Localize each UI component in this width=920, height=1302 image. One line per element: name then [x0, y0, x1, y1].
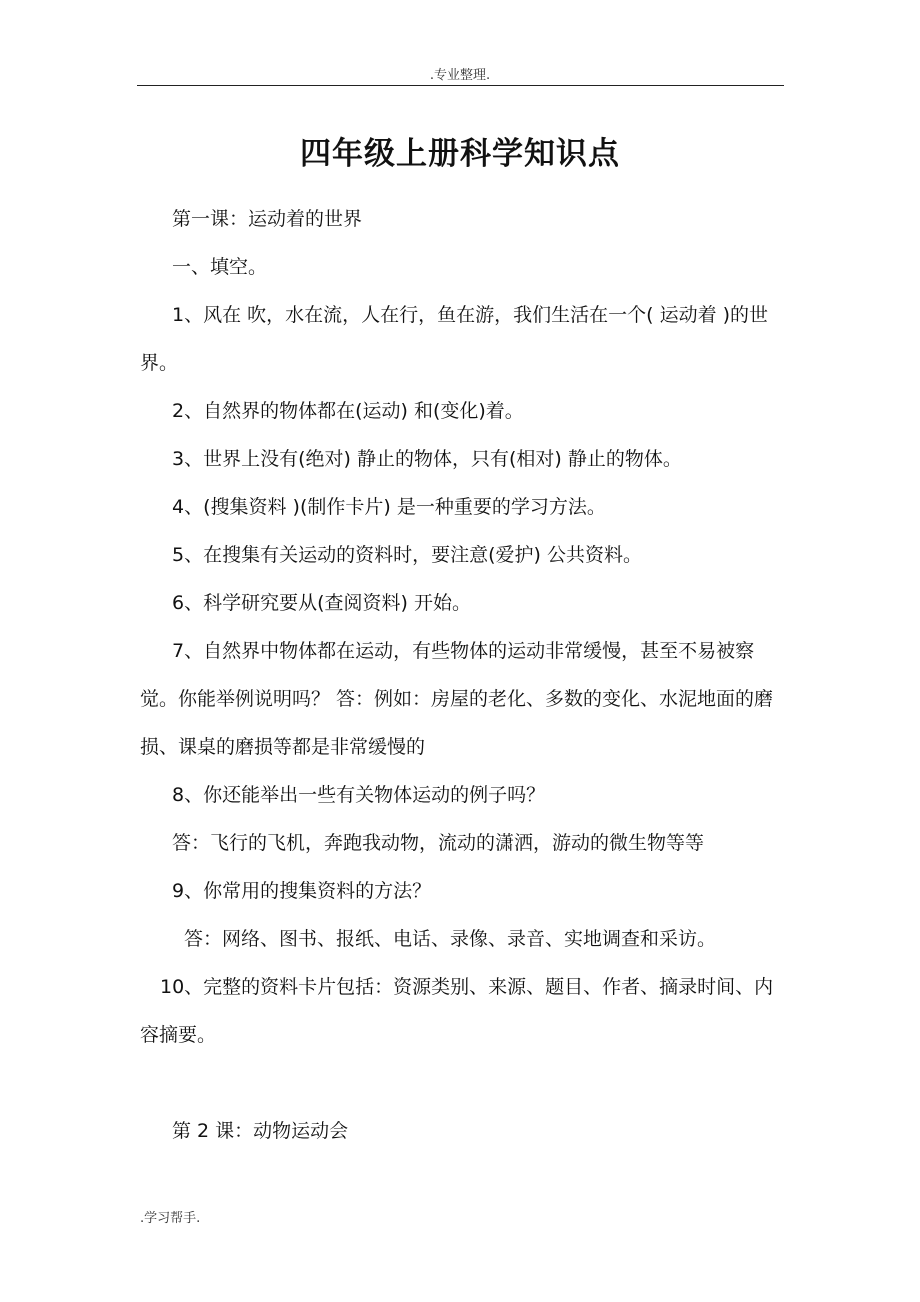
question-item: 6、科学研究要从(查阅资料) 开始。	[172, 592, 471, 614]
question-item: 9、你常用的搜集资料的方法？	[172, 880, 432, 902]
section-heading: 一、填空。	[172, 256, 268, 278]
question-item: 7、自然界中物体都在运动，有些物体的运动非常缓慢，甚至不易被察觉。你能举例说明吗？ 答：例如：房屋的老化、多数的变化、水泥地面的磨损、课桌的磨损等都是非常缓慢的	[140, 640, 774, 758]
question-item: 5、在搜集有关运动的资料时，要注意(爱护) 公共资料。	[172, 544, 642, 566]
answer-item: 答：飞行的飞机，奔跑我动物，流动的潇洒，游动的微生物等等	[172, 832, 705, 854]
question-item: 3、世界上没有(绝对) 静止的物体，只有(相对) 静止的物体。	[172, 448, 682, 470]
question-item: 4、(搜集资料 )(制作卡片) 是一种重要的学习方法。	[172, 496, 606, 518]
page-footer: .学习帮手.	[140, 1211, 201, 1226]
document-title: 四年级上册科学知识点	[300, 136, 620, 172]
lesson-heading: 第一课：运动着的世界	[172, 208, 363, 230]
paragraph-gap	[140, 1059, 790, 1107]
question-item: 10、完整的资料卡片包括：资源类别、来源、题目、作者、摘录时间、内容摘要。	[140, 976, 774, 1046]
lesson-heading: 第 2 课：动物运动会	[172, 1120, 349, 1142]
question-item: 2、自然界的物体都在(运动) 和(变化)着。	[172, 400, 524, 422]
answer-item: 答：网络、图书、报纸、电话、录像、录音、实地调查和采访。	[184, 928, 717, 950]
question-item: 8、你还能举出一些有关物体运动的例子吗？	[172, 784, 546, 806]
document-body	[140, 195, 790, 1155]
question-item: 1、风在 吹，水在流，人在行，鱼在游，我们生活在一个( 运动着 )的世界。	[140, 304, 769, 374]
page-header: .专业整理.	[429, 68, 491, 83]
header-divider	[137, 85, 784, 86]
